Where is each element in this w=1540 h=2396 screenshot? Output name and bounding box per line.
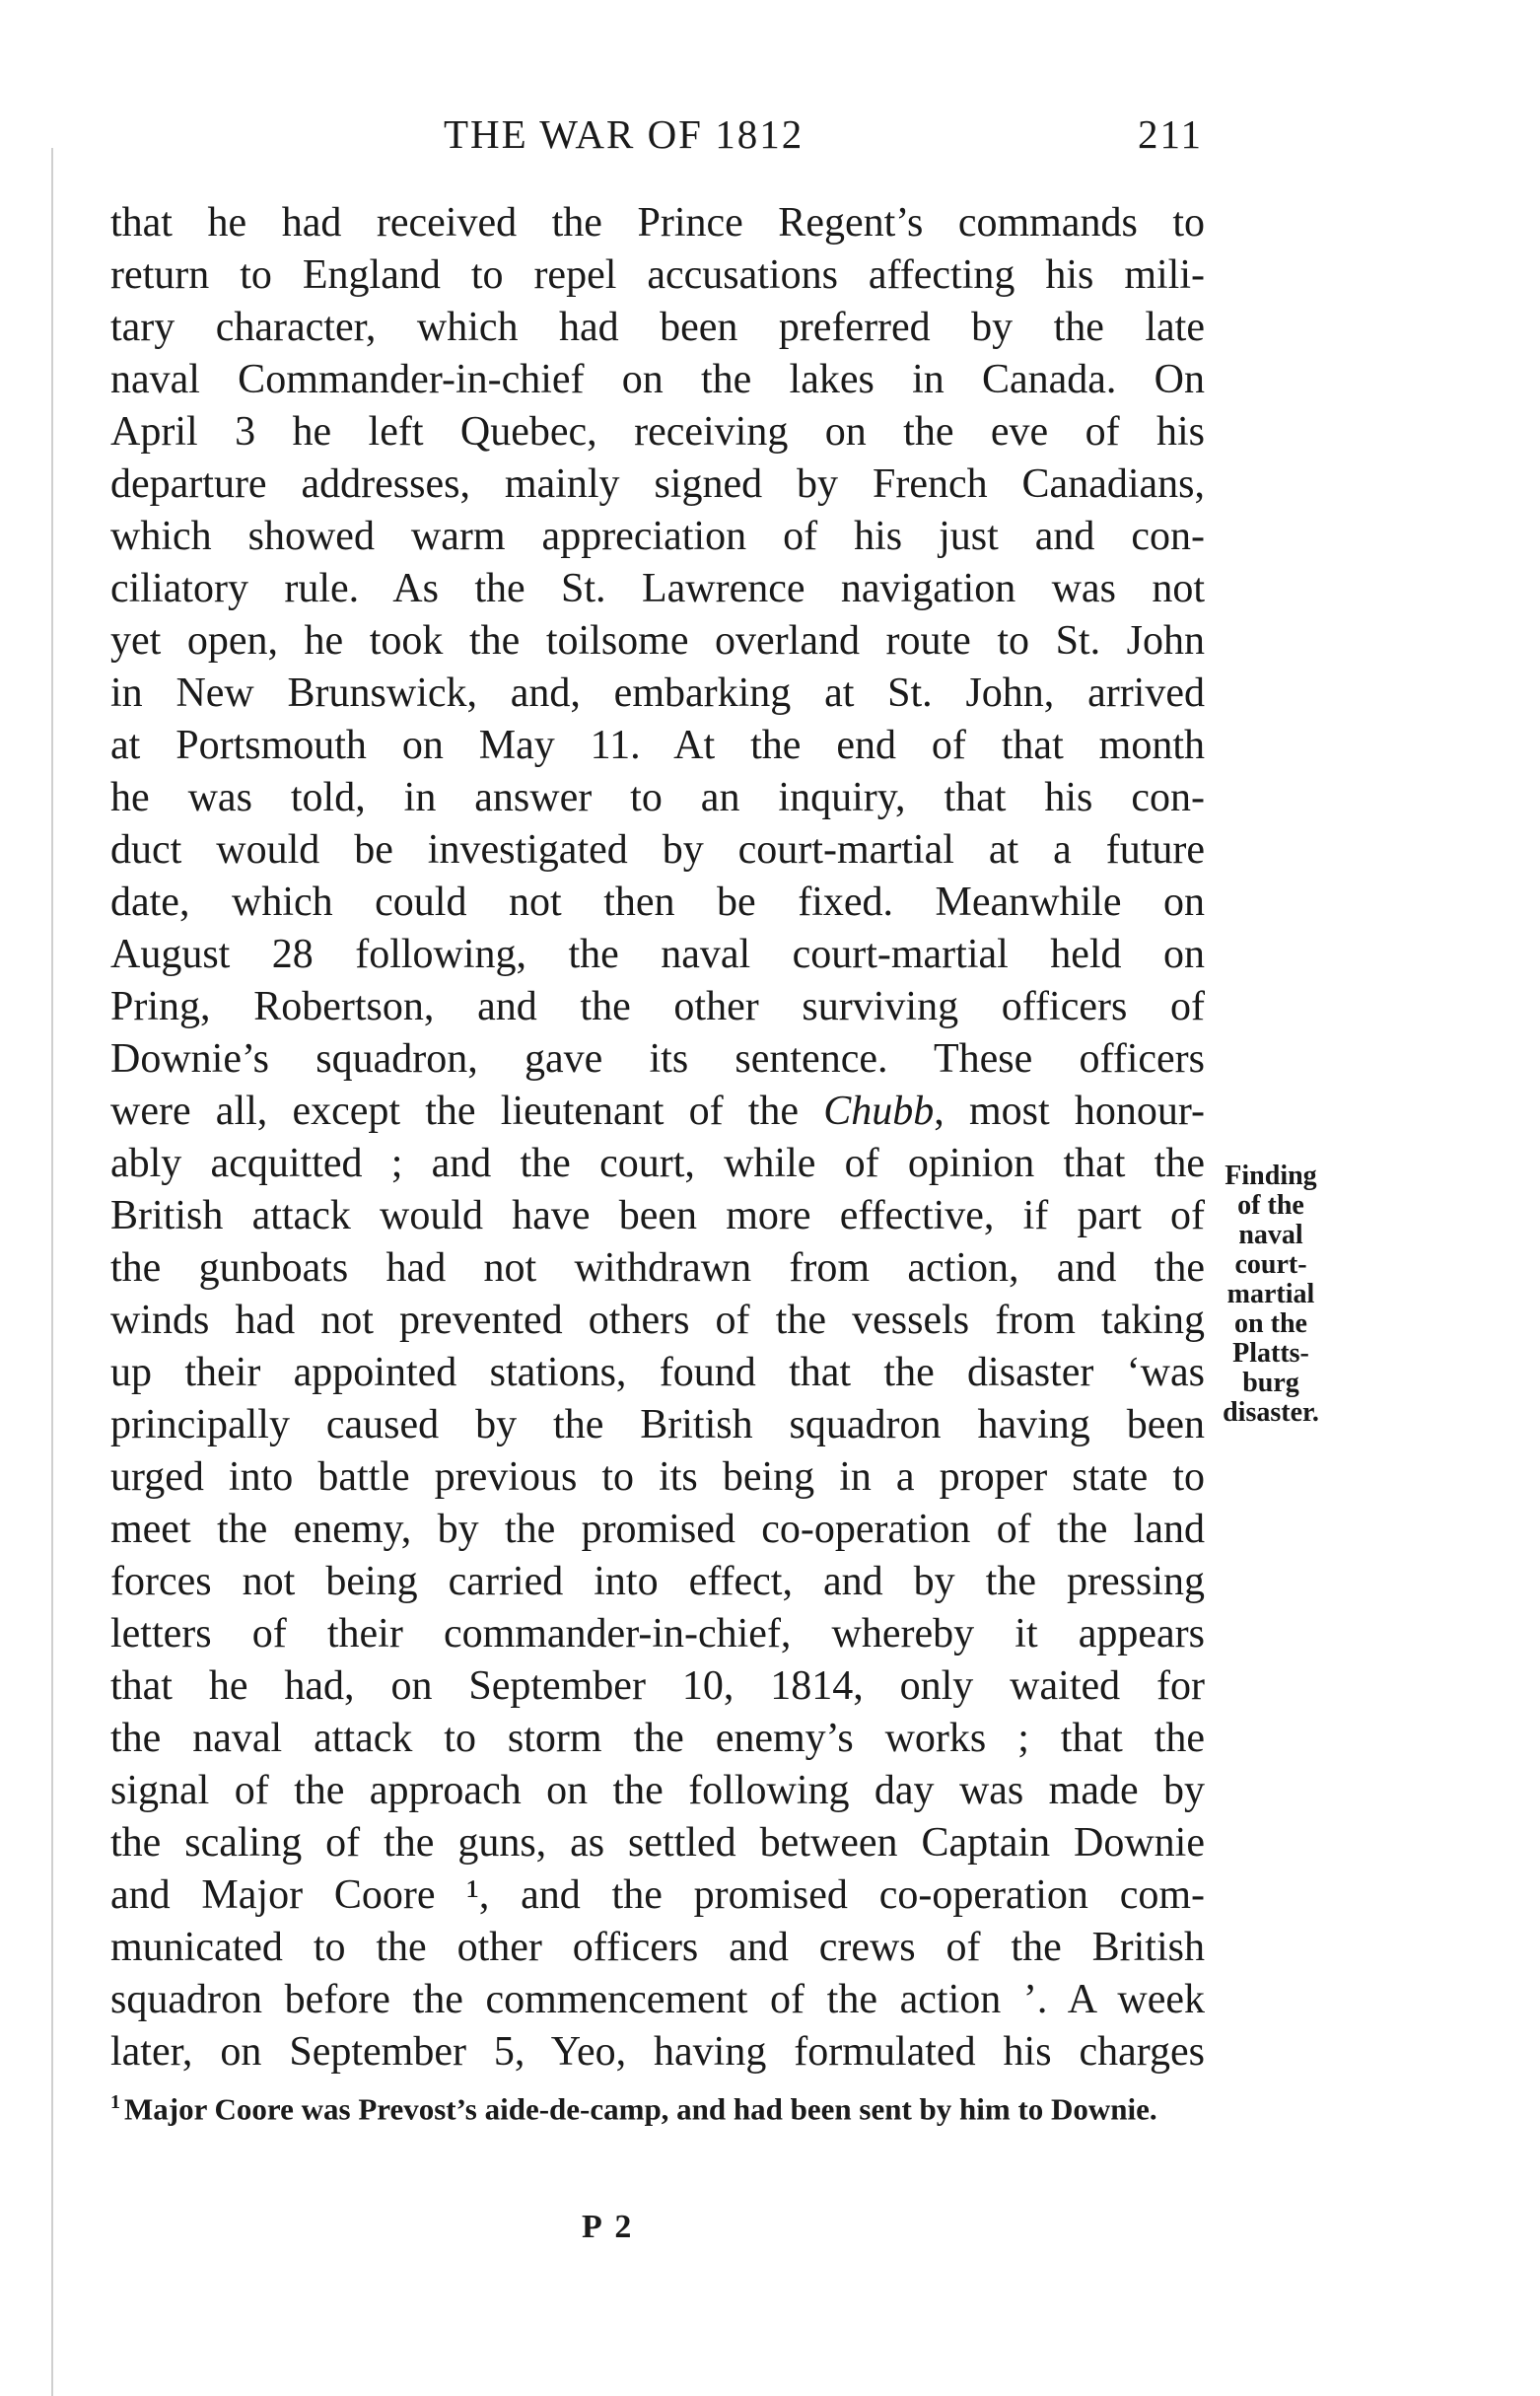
sidenote-line: court- — [1234, 1249, 1307, 1280]
sidenote-line: Finding — [1225, 1161, 1317, 1191]
ship-name-italic: Chubb — [823, 1089, 935, 1134]
body-line: duct would be investigated by court-martial at a future — [110, 827, 1205, 873]
body-line: winds had not prevented others of the vessels from taking — [110, 1298, 1205, 1343]
body-line: April 3 he left Quebec, receiving on the eve of his — [110, 409, 1205, 455]
body-line: that he had, on September 10, 1814, only waited for — [110, 1663, 1205, 1709]
body-line: ciliatory rule. As the St. Lawrence navigation was not — [110, 566, 1205, 611]
running-head: THE WAR OF 1812 — [444, 111, 805, 157]
body-line: urged into battle previous to its being in a proper state to — [110, 1454, 1205, 1500]
body-line: up their appointed stations, found that the disaster ‘was — [110, 1350, 1205, 1395]
body-line: ably acquitted ; and the court, while of opinion that the — [110, 1141, 1205, 1186]
chubb-line-after: , most honour- — [934, 1089, 1205, 1134]
body-line: August 28 following, the naval court-martial held on — [110, 932, 1205, 977]
body-line: he was told, in answer to an inquiry, that his con- — [110, 775, 1205, 820]
sidenote-line: on the — [1234, 1308, 1307, 1339]
body-line: and Major Coore ¹, and the promised co-operation com- — [110, 1872, 1205, 1918]
body-line: tary character, which had been preferred by the late — [110, 305, 1205, 350]
body-line: the gunboats had not withdrawn from action, and the — [110, 1245, 1205, 1291]
body-line: in New Brunswick, and, embarking at St. John, arrived — [110, 670, 1205, 716]
body-line: later, on September 5, Yeo, having formulated his charges — [110, 2029, 1205, 2075]
footnote — [110, 2082, 1185, 2129]
body-line: the naval attack to storm the enemy’s works ; that the — [110, 1716, 1205, 1761]
body-line: principally caused by the British squadron having been — [110, 1402, 1205, 1447]
body-line: meet the enemy, by the promised co-operation of the land — [110, 1507, 1205, 1552]
body-line: municated to the other officers and crews of the British — [110, 1925, 1205, 1970]
sidenote-line: disaster. — [1223, 1397, 1319, 1428]
body-line: signal of the approach on the following day was made by — [110, 1768, 1205, 1813]
sidenote-line: burg — [1242, 1368, 1299, 1398]
sidenote-line: naval — [1238, 1220, 1303, 1250]
body-line: the scaling of the guns, as settled between Captain Downie — [110, 1820, 1205, 1866]
sidenote-line: martial — [1226, 1279, 1315, 1309]
page-number: 211 — [1138, 111, 1203, 157]
footnote-text: Major Coore was Prevost’s aide-de-camp, and had been sent by him to Downie. — [124, 2091, 1157, 2127]
body-line: British attack would have been more effective, if part of — [110, 1193, 1205, 1238]
body-line: naval Commander-in-chief on the lakes in Canada. On — [110, 357, 1205, 402]
body-line-chubb — [110, 1086, 1205, 1138]
body-line: squadron before the commencement of the action ’. A week — [110, 1977, 1205, 2022]
body-line: yet open, he took the toilsome overland route to St. John — [110, 618, 1205, 664]
body-line: Downie’s squadron, gave its sentence. These officers — [110, 1036, 1205, 1082]
body-text — [110, 197, 1205, 2079]
body-line: letters of their commander-in-chief, whereby it appears — [110, 1611, 1205, 1656]
body-line: at Portsmouth on May 11. At the end of that month — [110, 723, 1205, 768]
margin-sidenote — [1207, 1162, 1335, 1428]
footnote-marker: 1 — [110, 2091, 120, 2113]
sidenote-line: of the — [1237, 1190, 1304, 1221]
page-header — [108, 110, 1203, 170]
body-line: Pring, Robertson, and the other surviving officers of — [110, 984, 1205, 1029]
chubb-line-before: were all, except the lieutenant of the — [110, 1089, 824, 1134]
page-gutter-line — [51, 148, 53, 2396]
body-line: that he had received the Prince Regent’s commands to — [110, 200, 1205, 246]
body-line: forces not being carried into effect, and by the pressing — [110, 1559, 1205, 1604]
body-line: return to England to repel accusations affecting his mili- — [110, 252, 1205, 298]
signature-mark: P 2 — [582, 2209, 635, 2245]
body-line: departure addresses, mainly signed by French Canadians, — [110, 461, 1205, 507]
sidenote-line: Platts- — [1232, 1338, 1309, 1369]
body-line: date, which could not then be fixed. Meanwhile on — [110, 880, 1205, 925]
body-line: which showed warm appreciation of his just and con- — [110, 514, 1205, 559]
